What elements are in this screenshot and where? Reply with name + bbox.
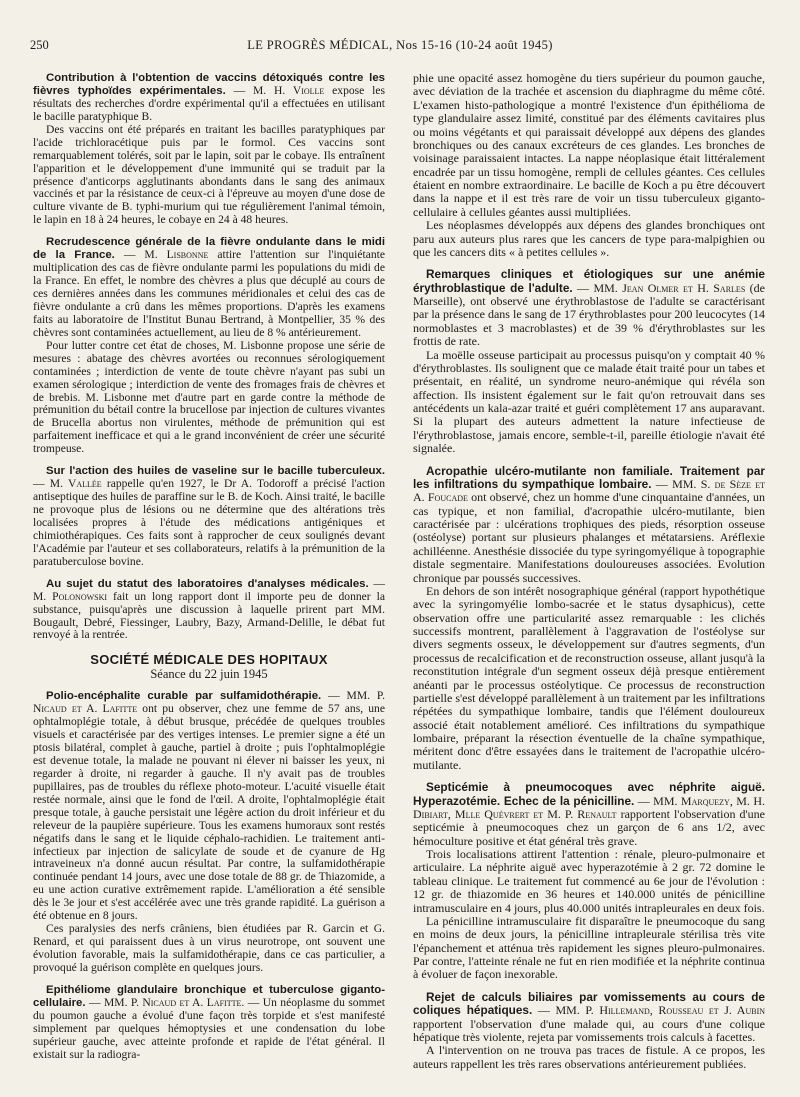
- article-author: M. Lisbonne: [144, 248, 209, 262]
- article-author: MM. S. de Sèze et A. Foucade: [413, 476, 766, 505]
- left-column: [33, 72, 385, 1062]
- article-epitheliome-continued: [413, 72, 765, 259]
- article-title: Recrudescence générale de la fièvre ondulante dans le midi de la France.: [33, 236, 385, 262]
- article-title: Epithéliome glandulaire bronchique et tuberculose giganto-cellulaire.: [33, 983, 385, 1009]
- article-text: Pour lutter contre cet état de choses, M. Lisbonne propose une série de mesures : abatage des chèvres avortées ou reconnues sérologiquement contaminées ; interdiction de vente de toute chèvre n'ayant pas subi un examen sérologique ; interdiction de vente des fromages frais de chèvres et de brebis. M. Lisbonne met d'autre part en garde contre la méthode de prémunition du bétail contre la brucellose par injection de cultures vivantes de Brucella abortus non virulentes, méthode de prémunition qui est parfaitement inefficace et qui a le grand inconvénient de créer une sécurité trompeuse.: [33, 338, 385, 456]
- article-text: rapportent l'observation d'une malade qui, au cours d'une colique hépatique très violente, rejeta par vomissements trois calculs à facettes.: [413, 1016, 765, 1044]
- article-author: M. H. Violle: [252, 83, 325, 97]
- article-text: expose les résultats des recherches d'ordre expérimental qu'il a effectuées en utilisant le bacille paratyphique B.: [33, 83, 385, 123]
- article-title: Sur l'action des huiles de vaseline sur le bacille tuberculeux.: [46, 465, 385, 478]
- article-statut-laboratoires: Au sujet du statut des laboratoires d'analyses médicales. — M. Polonowski fait un long rapport dont il importe peu de donner la substance, puisqu'après une discussion à laquelle prirent part MM. Bougault, Debré, Fiessinger, Laubry, Bazy, Armand-Delille, le débat fut renvoyé à la rentrée.: [33, 576, 385, 642]
- article-author: MM. P. Nicaud et A. Lafitte: [103, 995, 242, 1009]
- page-header: [30, 38, 770, 53]
- journal-title: LE PROGRÈS MÉDICAL, Nos 15-16 (10-24 août 1945): [247, 38, 553, 52]
- article-acropathie: Acropathie ulcéro-mutilante non familiale. Traitement par les infiltrations du sympathique lombaire. — MM. S. de Sèze et A. Foucade ont observé, chez un homme d'une cinquantaine d'années, un cas typique, et non familial, d'acropathie ulcéro-mutilante, bien caractérisée par : ulcérations trophiques des pieds, résorption osseuse (ostéolyse) portant sur plusieurs phalanges et métatarsiens. Aréflexie achilléenne. Anesthésie dissociée du type syringomyélique à topographie distale segmentaire. Manifestations douloureuses associées. Evolution chronique par poussés successives. En dehors de son intérêt nosographique général (rapport hypothétique avec la syringomyélie lombo-sacrée et le status dysaphicus), cette observation offre une particularité assez remarquable : les clichés successifs montrent, parallèlement à l'aggravation de l'ostéolyse sur divers segments osseux, le développement sur d'autres segments, d'un processus de recalcification et de reconstruction osseuse, allant jusqu'à la reconstitution intégrale d'un segment osseux déjà presque entièrement anéanti par le processus ostéolytique. Ce processus de reconstruction partielle s'est développé parallèlement à un traitement par les infiltrations répétées du sympathique lombaire, tandis que l'élément douloureux associé était notablement amélioré. Ces infiltrations du sympathique lombaire, préparant la résection éventuelle de la chaîne sympathique, méritent donc d'être essayées dans le traitement de l'acropathie ulcéro-mutilante.: [413, 463, 766, 772]
- article-title: Rejet de calculs biliaires par vomissements au cours de coliques hépatiques.: [413, 989, 765, 1018]
- article-text: attire l'attention sur l'inquiétante multiplication des cas de fièvre ondulante parmi les populations du midi de la France. En effet, le nombre des chèvres a plus que décuplé au cours de ces dernières années dans les communes méridionales et celui des cas de fièvre ondulante a crû dans les mêmes proportions. D'après les examens faits au laboratoire de l'Institut Bunau Bertrand, à Montpellier, 35 % des chèvres sont contaminées actuellement, au lieu de 8 % antérieurement.: [33, 248, 386, 339]
- article-author: M. Polonowski: [33, 589, 108, 603]
- article-author: MM. P. Nicaud et A. Lafitte: [33, 689, 385, 716]
- article-text: La pénicilline intramusculaire fit disparaître le pneumocoque du sang en moins de deux jours, la pénicilline intrapleurale stérilisa très vite l'épanchement et atténua très rapidement les signes pleuro-pulmonaires. Par contre, l'atteinte rénale ne fut en rien modifiée et la néphrite continua à évoluer de façon inexorable.: [413, 913, 765, 982]
- article-title: Acropathie ulcéro-mutilante non familiale. Traitement par les infiltrations du sympathique lombaire.: [413, 463, 765, 491]
- page-number: 250: [30, 38, 49, 52]
- article-title: Polio-encéphalite curable par sulfamidothérapie.: [46, 690, 322, 703]
- article-text: ont observé, chez un homme d'une cinquantaine d'années, un cas typique, et non familial, d'acropathie ulcéro-mutilante, bien caractérisée par : ulcérations trophiques des pieds, résorption osseuse (ostéolyse) portant sur plusieurs phalanges et métatarsiens. Aréflexie achilléenne. Anesthésie dissociée du type syringomyélique à topographie distale segmentaire. Manifestations douloureuses associées. Evolution chronique par poussés successives.: [413, 490, 766, 585]
- article-septicemie: Septicémie à pneumocoques avec néphrite aiguë. Hyperazotémie. Echec de la pénicilline. — MM. Marquezy, M. H. Dibiart, Mlle Quévrert et M. P. Renault rapportent l'observation d'une septicémie à pneumocoques chez un garçon de 6 ans 1/2, avec hémoculture positive et état général très grave. Trois localisations attirent l'attention : rénale, pleuro-pulmonaire et articulaire. La néphrite aiguë avec hyperazotémie à 2 gr. 72 domine le tableau clinique. Le traitement fut commencé au 6e jour de l'évolution : 12 gr. de thiazomide en 36 heures et 140.000 unités de pénicilline intramusculaire en 4 jours, plus 40.000 unités intrapleurales en deux fois. La pénicilline intramusculaire fit disparaître le pneumocoque du sang en moins de deux jours, la pénicilline intrapleurale stérilisa très vite l'épanchement et atténua très rapidement les signes pleuro-pulmonaires. Par contre, l'atteinte rénale ne fut en rien modifiée et la néphrite continua à évoluer de façon inexorable.: [413, 780, 765, 982]
- article-text: fait un long rapport dont il importe peu de donner la substance, puisqu'après une discussion à laquelle prirent part MM. Bougault, Debré, Fiessinger, Laubry, Bazy, Armand-Delille, le débat fut renvoyé à la rentrée.: [33, 589, 385, 642]
- article-calculs-biliaires: Rejet de calculs biliaires par vomissements au cours de coliques hépatiques. — MM. P. Hillemand, Rousseau et J. Aubin rapportent l'observation d'une malade qui, au cours d'une colique hépatique très violente, rejeta par vomissements trois calculs à facettes. A l'intervention on ne trouva pas traces de fistule. A ce propos, les auteurs rappellent les très rares observations antérieurement publiées.: [413, 989, 766, 1071]
- article-title: Contribution à l'obtention de vaccins détoxiqués contre les fièvres typhoïdes expérimentales.: [33, 72, 385, 97]
- article-text: Des vaccins ont été préparés en traitant les bacilles paratyphiques par l'acide trichloracétique puis par le formol. Ces vaccins sont remarquablement tolérés, soit par le lapin, soit par le cobaye. Ils entraînent l'apparition et le développement d'une immunité qui se traduit par la présence d'anticorps agglutinants abondants dans le sang des animaux vaccinés et par la résistance de ceux-ci à l'épreuve au moyen d'une dose de culture vivante de B. typhi-murium qui tue régulièrement l'animal témoin, le lapin en 18 à 24 heures, le cobaye en 24 à 48 heures.: [33, 122, 385, 227]
- article-vaccins: Contribution à l'obtention de vaccins détoxiqués contre les fièvres typhoïdes expérimentales. — M. H. Violle expose les résultats des recherches d'ordre expérimental qu'il a effectuées en utilisant le bacille paratyphique B. Des vaccins ont été préparés en traitant les bacilles paratyphiques par l'acide trichloracétique puis par le formol. Ces vaccins sont remarquablement tolérés, soit par le lapin, soit par le cobaye. Ils entraînent l'apparition et le développement d'une immunité qui se traduit par la présence d'anticorps agglutinants abondants dans le sang des animaux vaccinés et par la résistance de ceux-ci à l'épreuve au moyen d'une dose de culture vivante de B. typhi-murium qui tue régulièrement l'animal témoin, le lapin en 18 à 24 heures, le cobaye en 24 à 48 heures.: [33, 72, 385, 227]
- article-text: (de Marseille), ont observé une érythroblastose de l'adulte se caractérisant par la présence dans le sang de 17 érythroblastes pour 200 leucocytes (14 normoblastes et 3 macroblastes) et de 39 % d'érythroblastes sur les frottis de rate.: [413, 280, 765, 349]
- article-author: MM. P. Hillemand, Rousseau et J. Aubin: [555, 1003, 766, 1018]
- article-text: Ces paralysies des nerfs crâniens, bien étudiées par R. Garcin et G. Renard, et qui paraissent dues à un virus neurotrope, ont souvent une évolution favorable, mais la sulfamidothérapie, dans ce cas particulier, a provoqué la guérison complète en quelques jours.: [33, 922, 385, 974]
- article-title: Septicémie à pneumocoques avec néphrite aiguë. Hyperazotémie. Echec de la pénicilline.: [413, 780, 765, 808]
- article-text: La moëlle osseuse participait au processus puisqu'on y comptait 40 % d'érythroblastes. Ils soulignent que ce malade était traité pour un tabes et présentait, en réalité, un syndrome neuro-anémique qui révéla son affection. Ils insistent également sur le fait qu'on retrouvait dans ses antécédents un kala-azar traité et guéri complètement 17 ans auparavant. Si la plupart des auteurs admettent la nature infectieuse de l'érythroblastose, jamais encore, semble-t-il, pareille étiologie n'avait été signalée.: [413, 347, 765, 456]
- article-fievre-ondulante: Recrudescence générale de la fièvre ondulante dans le midi de la France. — M. Lisbonne attire l'attention sur l'inquiétante multiplication des cas de fièvre ondulante parmi les populations du midi de la France. En effet, le nombre des chèvres a plus que décuplé au cours de ces dernières années dans les communes méridionales et celui des cas de fièvre ondulante a crû dans les mêmes proportions. D'après les examens faits au laboratoire de l'Institut Bunau Bertrand, à Montpellier, 35 % des chèvres sont contaminées actuellement, au lieu de 8 % antérieurement. Pour lutter contre cet état de choses, M. Lisbonne propose une série de mesures : abatage des chèvres avortées ou reconnues sérologiquement contaminées ; interdiction de vente de toute chèvre n'ayant pas subi un examen sérologique ; interdiction de vente des fromages frais de chèvres et de brebis. M. Lisbonne met d'autre part en garde contre la méthode de prémunition du bétail contre la brucellose par injection de cultures vivantes de Brucella abortus non virulentes, méthode de prémunition qui est parfaitement inefficace et qui a le grand inconvénient de créer une sécurité trompeuse.: [33, 236, 386, 456]
- session-date: Séance du 22 juin 1945: [150, 667, 268, 682]
- article-text: A l'intervention on ne trouva pas traces de fistule. A ce propos, les auteurs rappellent les très rares observations antérieurement publiées.: [413, 1043, 765, 1071]
- right-column: [413, 72, 765, 1071]
- article-text: Trois localisations attirent l'attention : rénale, pleuro-pulmonaire et articulaire. La néphrite aiguë avec hyperazotémie à 2 gr. 72 domine le tableau clinique. Le traitement fut commencé au 6e jour de l'évolution : 12 gr. de thiazomide en 36 heures et 140.000 unités de pénicilline intramusculaire en 4 jours, plus 40.000 unités intrapleurales en deux fois.: [413, 847, 765, 915]
- society-name: SOCIÉTÉ MÉDICALE DES HOPITAUX: [90, 652, 328, 668]
- article-author: MM. Marquezy, M. H. Dibiart, Mlle Quévrert et M. P. Renault: [413, 793, 765, 821]
- article-text: rappelle qu'en 1927, le Dr A. Todoroff a précisé l'action antiseptique des huiles de paraffine sur le B. de Koch. Ainsi traité, le bacille ne provoque plus de lésions ou ne détermine que des altérations très localisées propres à l'étude des médications antigéniques et chimiothérapiques. Ces faits sont à rapprocher de ceux soulignés devant l'Académie par l'auteur et ses collaborateurs, relatifs à la prémunition de la paratuberculose bovine.: [33, 477, 386, 568]
- article-text: ont pu observer, chez une femme de 57 ans, une ophtalmoplégie totale, à début brusque, précédée de quelques troubles visuels et caractérisée par des vertiges intenses. Le premier signe a été un ptosis bilatéral, complet à gauche, partiel à droite ; puis l'ophtalmoplégie est devenue totale, la malade ne pouvant ni élever ni baisser les yeux, ni regarder à droite, ni regarder à gauche. Il n'y avait pas de troubles pupillaires, pas de troubles du réflexe photo-moteur. L'acuité visuelle était restée normale, ainsi que le fond de l'œil. A droite, l'ophtalmoplégie était presque totale, à gauche persistait une légère action du droit inférieur et du releveur de la paupière supérieure. Tous les examens humoraux sont restés négatifs dans le sang et le liquide céphalo-rachidien. Le traitement anti-infectieux par injection de salicylate de soude et de cyanure de Hg intraveineux n'a donné aucun résultat. Par contre, la sulfamidothérapie continuée pendant 14 jours, avec une dose totale de 88 gr. de Thiazomide, a eu une action curative extrêmement rapide. L'amélioration a été sensible dès le 3e jour et s'est accélérée avec une très grande rapidité. La guérison a été obtenue en 8 jours.: [33, 702, 386, 923]
- article-polio-encephalite: Polio-encéphalite curable par sulfamidothérapie. — MM. P. Nicaud et A. Lafitte ont pu observer, chez une femme de 57 ans, une ophtalmoplégie totale, à début brusque, précédée de quelques troubles visuels et caractérisée par des vertiges intenses. Le premier signe a été un ptosis bilatéral, complet à gauche, partiel à droite ; puis l'ophtalmoplégie est devenue totale, la malade ne pouvant ni élever ni baisser les yeux, ni regarder à droite, ni regarder à gauche. Il n'y avait pas de troubles pupillaires, pas de troubles du réflexe photo-moteur. L'acuité visuelle était restée normale, ainsi que le fond de l'œil. A droite, l'ophtalmoplégie était presque totale, à gauche persistait une légère action du droit inférieur et du releveur de la paupière supérieure. Tous les examens humoraux sont restés négatifs dans le sang et le liquide céphalo-rachidien. Le traitement anti-infectieux par injection de salicylate de soude et de cyanure de Hg intraveineux n'a donné aucun résultat. Par contre, la sulfamidothérapie continuée pendant 14 jours, avec une dose totale de 88 gr. de Thiazomide, a eu une action curative extrêmement rapide. L'amélioration a été sensible dès le 3e jour et s'est accélérée avec une très grande rapidité. La guérison a été obtenue en 8 jours. Ces paralysies des nerfs crâniens, bien étudiées par R. Garcin et G. Renard, et qui paraissent dues à un virus neurotrope, ont souvent une évolution favorable, mais la sulfamidothérapie, dans ce cas particulier, a provoqué la guérison complète en quelques jours.: [33, 689, 386, 974]
- society-heading: [33, 654, 385, 681]
- article-text: phie une opacité assez homogène du tiers supérieur du poumon gauche, avec déviation de la trachée et ascension du diaphragme du même côté. L'examen histo-pathologique a montré l'existence d'un épithélioma de type glandulaire assez limité, constitué par des éléments cavitaires plus ou moins végétants et qui paraissait développé aux dépens des glandes bronchiques ou des canaux excréteurs de ces glandes. Les bronches de voisinage paraissaient intactes. La nappe néoplasique était littéralement encadrée par un tissu homogène, rempli de cellules géantes. Ces cellules étaient en nombre extraordinaire. Le bacille de Koch a pu être découvert dans la nappe et il est très rare de voir un tissu tuberculeux giganto-cellulaire à cellules géantes aussi multipliées.: [413, 71, 765, 219]
- article-author: MM. Jean Olmer et H. Sarles: [593, 280, 746, 295]
- article-text: Un néoplasme du sommet du poumon gauche a évolué d'une façon très torpide et s'est manifesté simplement par quelques hémoptysies et une condensation du lobe supérieur gauche, avec atteinte profonde et rapide de l'état général. Il existait sur la radiogra-: [33, 995, 385, 1061]
- article-title: Remarques cliniques et étiologiques sur une anémie érythroblastique de l'adulte.: [413, 267, 765, 295]
- article-vaseline: Sur l'action des huiles de vaseline sur le bacille tuberculeux. — M. Vallée rappelle qu'en 1927, le Dr A. Todoroff a précisé l'action antiseptique des huiles de paraffine sur le B. de Koch. Ainsi traité, le bacille ne provoque plus de lésions ou ne détermine que des altérations très localisées propres à l'étude des médications antigéniques et chimiothérapiques. Ces faits sont à rapprocher de ceux soulignés devant l'Académie par l'auteur et ses collaborateurs, relatifs à la prémunition de la paratuberculose bovine.: [33, 465, 386, 568]
- article-anemie-erythroblastique: Remarques cliniques et étiologiques sur une anémie érythroblastique de l'adulte. — MM. Jean Olmer et H. Sarles (de Marseille), ont observé une érythroblastose de l'adulte se caractérisant par la présence dans le sang de 17 érythroblastes pour 200 leucocytes (14 normoblastes et 3 macroblastes) et de 39 % d'érythroblastes sur les frottis de rate. La moëlle osseuse participait au processus puisqu'on y comptait 40 % d'érythroblastes. Ils soulignent que ce malade était traité pour un tabes et présentait, en réalité, un syndrome neuro-anémique qui révéla son affection. Ils insistent également sur le fait qu'on retrouvait dans ses antécédents un kala-azar traité et guéri complètement 17 ans auparavant. Si la plupart des auteurs admettent la nature infectieuse de l'érythroblastose, jamais encore, semble-t-il, pareille étiologie n'avait été signalée.: [413, 267, 765, 456]
- article-text: Les néoplasmes développés aux dépens des glandes bronchiques ont paru aux auteurs plus rares que les cancers de type para-malpighien ou que les cancers dits « à petites cellules ».: [413, 218, 765, 259]
- article-title: Au sujet du statut des laboratoires d'analyses médicales.: [46, 577, 369, 590]
- article-epitheliome: Epithéliome glandulaire bronchique et tuberculose giganto-cellulaire. — MM. P. Nicaud et A. Lafitte. — Un néoplasme du sommet du poumon gauche a évolué d'une façon très torpide et s'est manifesté simplement par quelques hémoptysies et une condensation du lobe supérieur gauche, avec atteinte profonde et rapide de l'état général. Il existait sur la radiogra-: [33, 983, 385, 1061]
- article-text: En dehors de son intérêt nosographique général (rapport hypothétique avec la syringomyélie lombo-sacrée et le status dysaphicus), cette observation offre une particularité assez remarquable : les clichés successifs montrent, parallèlement à l'aggravation de l'ostéolyse sur divers segments osseux, le développement sur d'autres segments, d'un processus de recalcification et de reconstruction osseuse, allant jusqu'à la reconstitution intégrale d'un segment osseux déjà presque entièrement anéanti par le processus ostéolytique. Ce processus de reconstruction partielle s'est développé parallèlement à un traitement par les infiltrations répétées du sympathique lombaire, tandis que l'élément douloureux associé était notablement amélioré. Ces infiltrations du sympathique lombaire, préparant la résection éventuelle de la chaîne sympathique, méritent donc d'être essayées dans le traitement de l'acropathie ulcéro-mutilante.: [413, 583, 765, 772]
- article-text: rapportent l'observation d'une septicémie à pneumocoques chez un garçon de 6 ans 1/2, avec hémoculture positive et état général très grave.: [413, 806, 765, 848]
- article-author: M. Vallée: [49, 477, 102, 491]
